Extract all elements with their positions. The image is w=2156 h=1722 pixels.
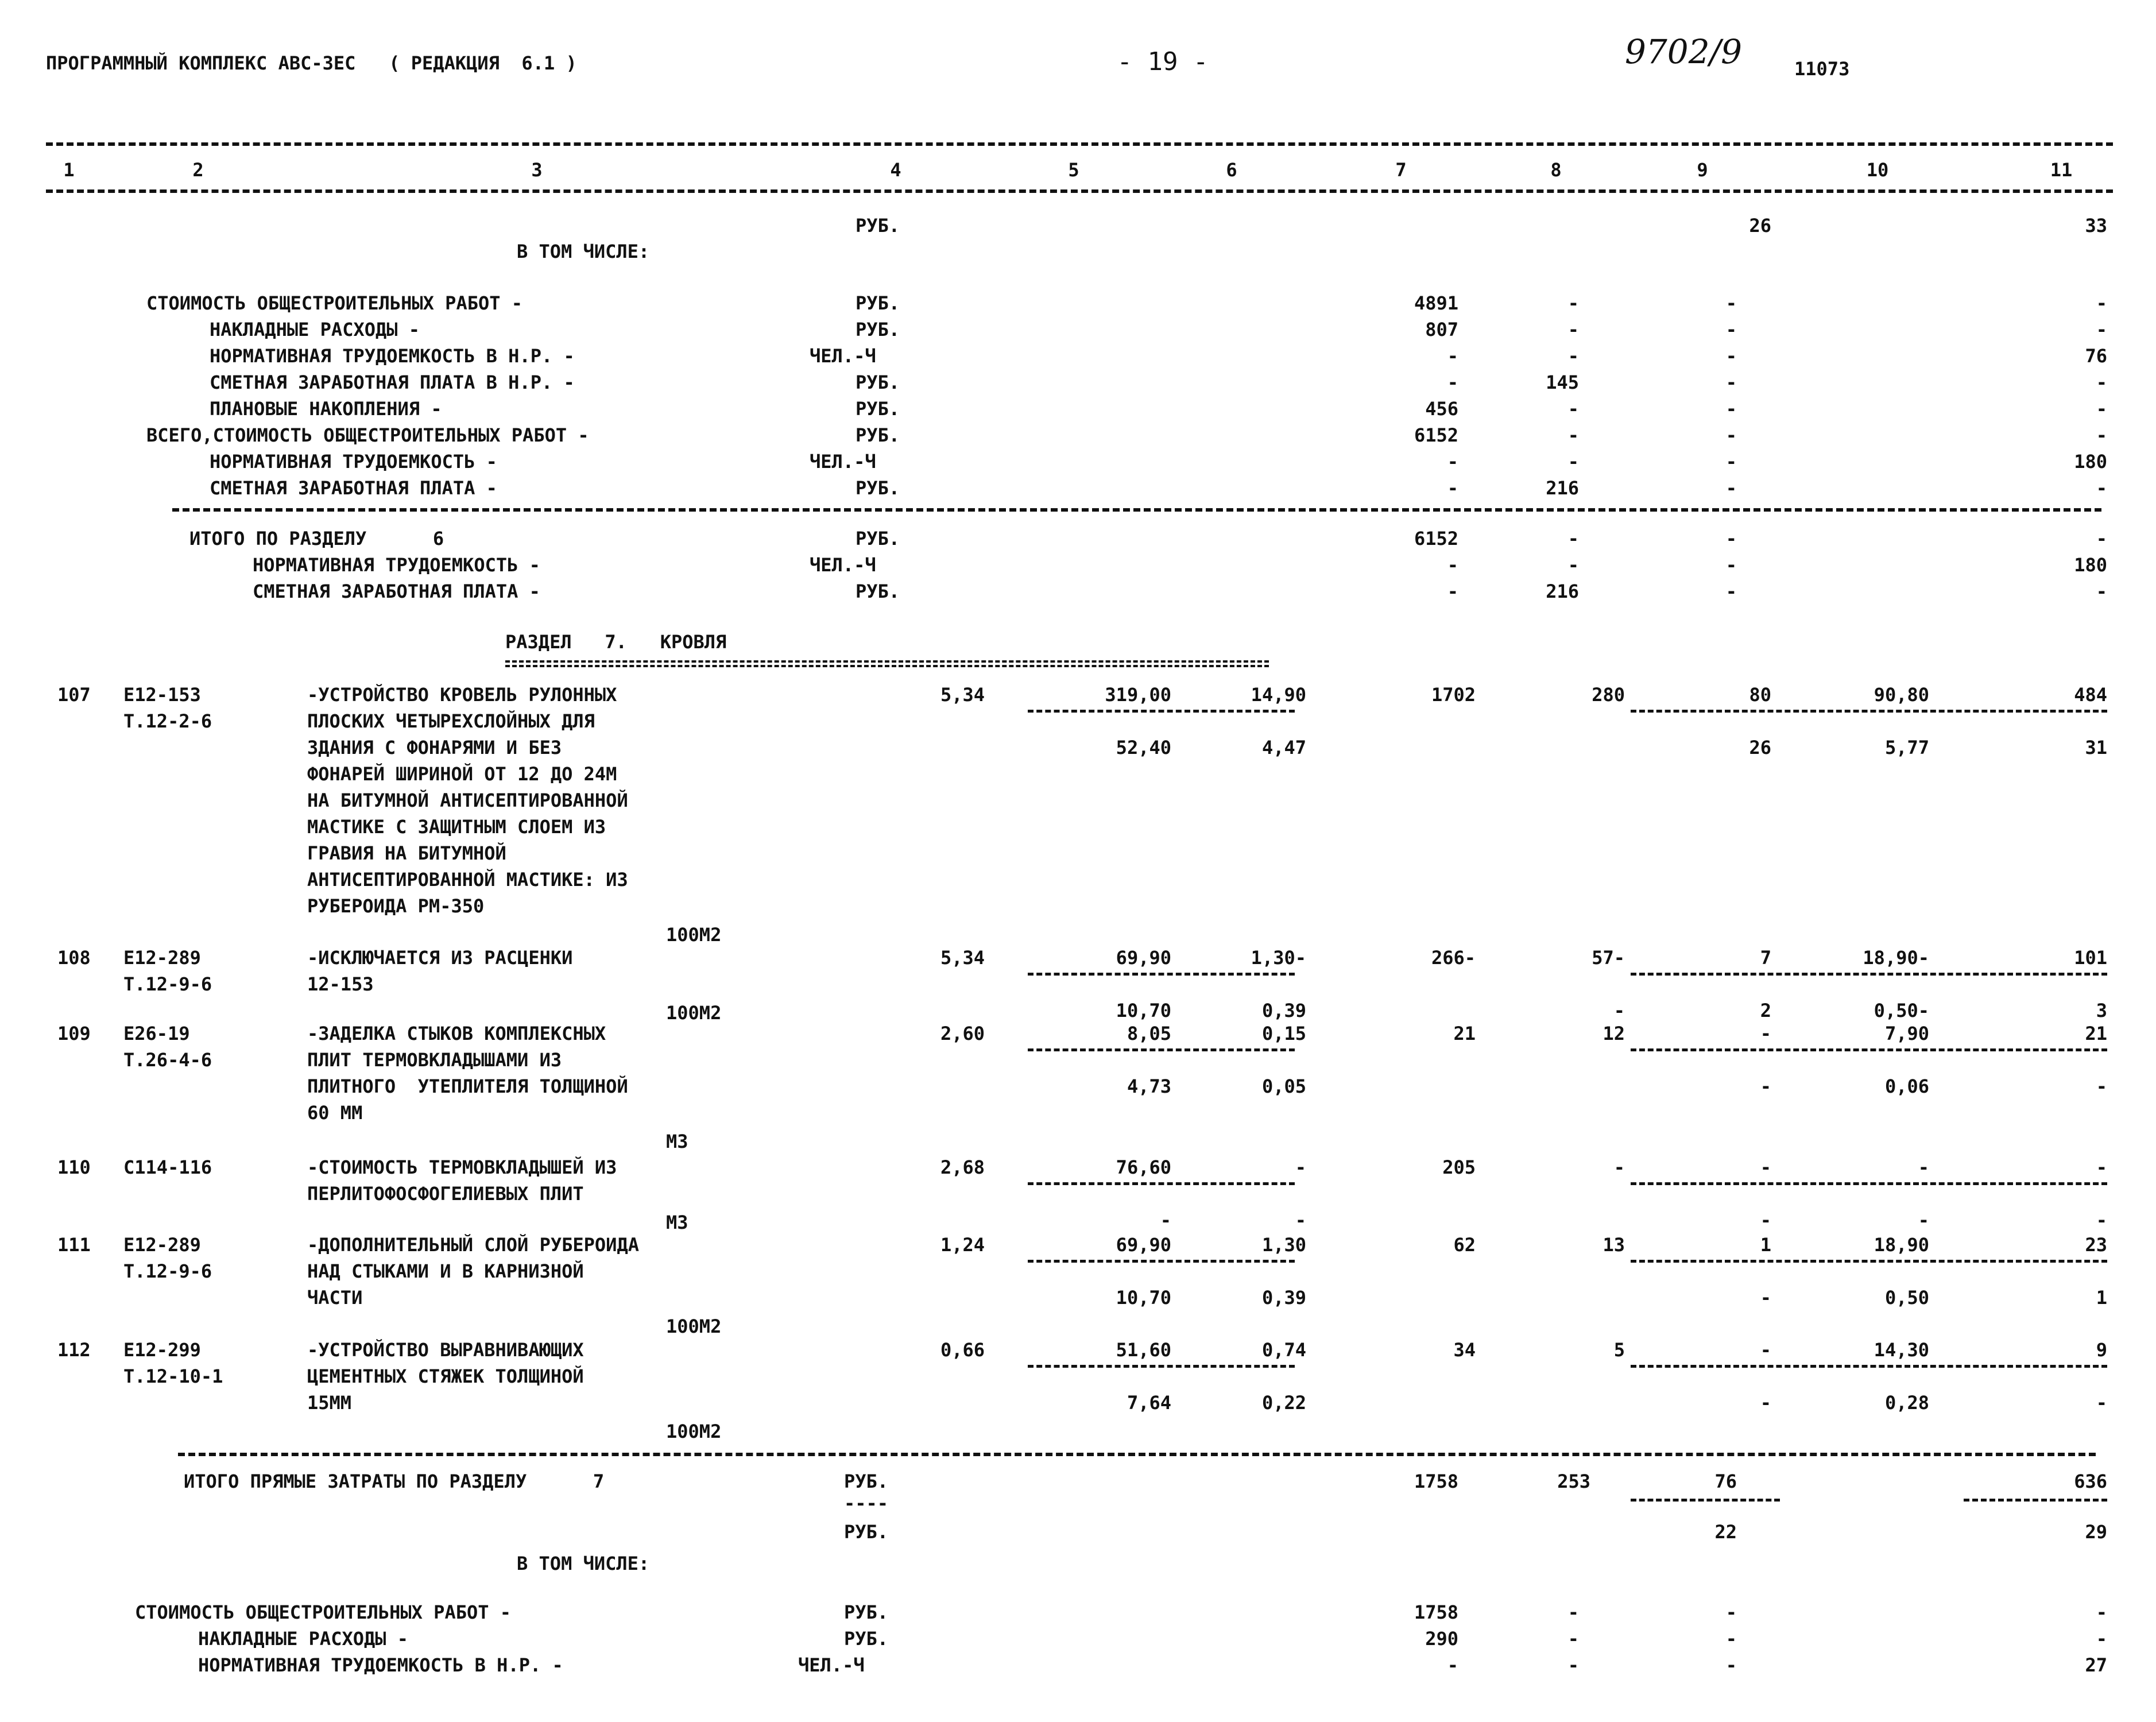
value: 27: [2085, 1654, 2107, 1676]
split-rule: [1631, 1182, 2107, 1185]
item-description: МАСТИКЕ С ЗАЩИТНЫМ СЛОЕМ ИЗ: [307, 816, 606, 838]
item-description: 15ММ: [307, 1392, 352, 1414]
value: 76,60: [1116, 1156, 1171, 1178]
rate-code: Е12-299: [123, 1339, 201, 1361]
item-number: 107: [57, 684, 91, 706]
column-number: 3: [531, 159, 543, 181]
value-lower: 1: [2096, 1287, 2107, 1309]
value: 180: [2074, 451, 2107, 473]
value: 1758: [1414, 1601, 1458, 1623]
value-lower: -: [1295, 1209, 1306, 1231]
rate-code: Е12-153: [123, 684, 201, 706]
value: -: [1725, 372, 1737, 393]
value: -: [1725, 292, 1737, 314]
item-description: АНТИСЕПТИРОВАННОЙ МАСТИКЕ: ИЗ: [307, 869, 628, 891]
value-lower: 4,73: [1127, 1075, 1171, 1097]
value: -: [1725, 554, 1737, 576]
column-number: 10: [1866, 159, 1889, 181]
value: -: [2096, 528, 2107, 550]
value: 76: [2085, 345, 2107, 367]
value: -: [1760, 1023, 1771, 1044]
value: -: [1567, 1628, 1579, 1650]
value-lower: 31: [2085, 737, 2107, 759]
item-description: ПЛИТНОГО УТЕПЛИТЕЛЯ ТОЛЩИНОЙ: [307, 1075, 628, 1097]
item-number: 109: [57, 1023, 91, 1044]
item-number: 110: [57, 1156, 91, 1178]
value-lower: -: [1613, 1000, 1625, 1021]
value: 2,60: [940, 1023, 985, 1044]
value-lower: -: [1760, 1209, 1771, 1231]
value: -: [1725, 581, 1737, 602]
item-description: -ДОПОЛНИТЕЛЬНЫЙ СЛОЙ РУБЕРОИДА: [307, 1234, 639, 1256]
summary-label: ПЛАНОВЫЕ НАКОПЛЕНИЯ -: [210, 398, 442, 420]
value-lower: 52,40: [1116, 737, 1171, 759]
summary-label: НОРМАТИВНАЯ ТРУДОЕМКОСТЬ -: [253, 554, 540, 576]
value: -: [1567, 451, 1579, 473]
value: 69,90: [1116, 1234, 1171, 1256]
value-lower: 5,77: [1884, 737, 1929, 759]
value: 13: [1603, 1234, 1625, 1256]
value: -: [1295, 1156, 1306, 1178]
value: 9: [2096, 1339, 2107, 1361]
value: 1758: [1414, 1471, 1458, 1492]
value: 22: [1714, 1521, 1737, 1543]
column-number: 5: [1068, 159, 1079, 181]
subheading: В ТОМ ЧИСЛЕ:: [517, 241, 650, 262]
split-rule: [1631, 973, 2107, 976]
item-description: -УСТРОЙСТВО ВЫРАВНИВАЮЩИХ: [307, 1339, 584, 1361]
value: -: [1567, 1654, 1579, 1676]
split-rule: [1631, 1260, 2107, 1263]
value: 7: [1760, 947, 1771, 969]
item-description: -УСТРОЙСТВО КРОВЕЛЬ РУЛОННЫХ: [307, 684, 617, 706]
value-lower: 0,39: [1261, 1000, 1306, 1021]
item-description: ПЛОСКИХ ЧЕТЫРЕХСЛОЙНЫХ ДЛЯ: [307, 710, 595, 732]
subheading: В ТОМ ЧИСЛЕ:: [517, 1553, 650, 1574]
split-rule: [1028, 1365, 1295, 1368]
summary-label: ВСЕГО,СТОИМОСТЬ ОБЩЕСТРОИТЕЛЬНЫХ РАБОТ -: [146, 424, 589, 446]
column-number: 2: [192, 159, 204, 181]
value: -: [1567, 292, 1579, 314]
page-number: - 19 -: [1117, 47, 1209, 76]
value-lower: -: [1160, 1209, 1171, 1231]
value-lower: 0,50: [1884, 1287, 1929, 1309]
value: -: [1447, 1654, 1458, 1676]
value: -: [1613, 1156, 1625, 1178]
split-rule: [1631, 1499, 1780, 1502]
value-lower: 2: [1760, 1000, 1771, 1021]
summary-label: СМЕТНАЯ ЗАРАБОТНАЯ ПЛАТА -: [210, 477, 497, 499]
value: 76: [1714, 1471, 1737, 1492]
unit-label: ЧЕЛ.-Ч: [810, 451, 876, 473]
value: -: [2096, 424, 2107, 446]
value: 2,68: [940, 1156, 985, 1178]
item-description: -ИСКЛЮЧАЕТСЯ ИЗ РАСЦЕНКИ: [307, 947, 573, 969]
program-title: ПРОГРАММНЫЙ КОМПЛЕКС АВС-ЗЕС ( РЕДАКЦИЯ 6.1 ): [46, 52, 577, 74]
value: 18,90: [1874, 1234, 1929, 1256]
item-description: 12-153: [307, 973, 374, 995]
item-number: 112: [57, 1339, 91, 1361]
value: 5: [1613, 1339, 1625, 1361]
value-lower: 0,50-: [1874, 1000, 1929, 1021]
summary-label: НАКЛАДНЫЕ РАСХОДЫ -: [198, 1628, 409, 1650]
section-title: РАЗДЕЛ 7. КРОВЛЯ: [505, 631, 727, 653]
value: -: [1567, 554, 1579, 576]
unit-label: РУБ.: [856, 398, 900, 420]
value: 5,34: [940, 684, 985, 706]
value: -: [2096, 292, 2107, 314]
value: -: [1447, 477, 1458, 499]
item-description: ЗДАНИЯ С ФОНАРЯМИ И БЕЗ: [307, 737, 562, 759]
unit-label: РУБ.: [856, 292, 900, 314]
column-number: 8: [1550, 159, 1562, 181]
value-lower: 7,64: [1127, 1392, 1171, 1414]
column-number: 6: [1226, 159, 1237, 181]
value: -: [1760, 1339, 1771, 1361]
item-description: НАД СТЫКАМИ И В КАРНИЗНОЙ: [307, 1260, 584, 1282]
unit-label: РУБ.: [856, 215, 900, 237]
value: 33: [2085, 215, 2107, 237]
summary-label: СТОИМОСТЬ ОБЩЕСТРОИТЕЛЬНЫХ РАБОТ -: [135, 1601, 512, 1623]
table-reference: Т.12-10-1: [123, 1365, 223, 1387]
value: 266-: [1431, 947, 1476, 969]
value-lower: -: [1918, 1209, 1929, 1231]
value-lower: 0,39: [1261, 1287, 1306, 1309]
column-number: 7: [1395, 159, 1407, 181]
value: 0,15: [1261, 1023, 1306, 1044]
value: -: [1725, 424, 1737, 446]
value: 26: [1749, 215, 1771, 237]
measure-unit: 100М2: [666, 1315, 722, 1337]
value: -: [1725, 477, 1737, 499]
value: 101: [2074, 947, 2107, 969]
value: 14,90: [1251, 684, 1306, 706]
value: 807: [1425, 319, 1458, 340]
value-lower: -: [2096, 1075, 2107, 1097]
table-reference: Т.26-4-6: [123, 1049, 212, 1071]
value: 8,05: [1127, 1023, 1171, 1044]
value-lower: 4,47: [1261, 737, 1306, 759]
value-lower: -: [1760, 1392, 1771, 1414]
value: 23: [2085, 1234, 2107, 1256]
split-rule: [1964, 1499, 2107, 1502]
split-rule: [1631, 710, 2107, 713]
section-title-underline: [505, 660, 1269, 667]
split-rule: [1631, 1365, 2107, 1368]
unit-dashes: ----: [844, 1492, 889, 1514]
item-description: -ЗАДЕЛКА СТЫКОВ КОМПЛЕКСНЫХ: [307, 1023, 606, 1044]
item-description: ФОНАРЕЙ ШИРИНОЙ ОТ 12 ДО 24М: [307, 763, 617, 785]
document-code: 11073: [1794, 58, 1850, 80]
value-lower: 0,06: [1884, 1075, 1929, 1097]
value-lower: -: [1760, 1287, 1771, 1309]
unit-label: РУБ.: [856, 319, 900, 340]
measure-unit: М3: [666, 1212, 688, 1233]
unit-label: РУБ.: [856, 581, 900, 602]
summary-label: СМЕТНАЯ ЗАРАБОТНАЯ ПЛАТА В Н.Р. -: [210, 372, 575, 393]
item-description: ПЛИТ ТЕРМОВКЛАДЫШАМИ ИЗ: [307, 1049, 562, 1071]
item-description: ЦЕМЕНТНЫХ СТЯЖЕК ТОЛЩИНОЙ: [307, 1365, 584, 1387]
value: -: [1725, 398, 1737, 420]
value: -: [2096, 581, 2107, 602]
value: 57-: [1592, 947, 1625, 969]
value: 34: [1453, 1339, 1476, 1361]
summary-label: НАКЛАДНЫЕ РАСХОДЫ -: [210, 319, 420, 340]
value-lower: -: [2096, 1209, 2107, 1231]
value: 0,66: [940, 1339, 985, 1361]
value: 0,74: [1261, 1339, 1306, 1361]
value: -: [1567, 528, 1579, 550]
value: 62: [1453, 1234, 1476, 1256]
section-total-rule: [172, 508, 2101, 512]
value-lower: -: [1760, 1075, 1771, 1097]
value: 1,24: [940, 1234, 985, 1256]
value: -: [1567, 1601, 1579, 1623]
header-rule-top: [46, 142, 2113, 146]
value: 636: [2074, 1471, 2107, 1492]
value: 1,30-: [1251, 947, 1306, 969]
measure-unit: 100М2: [666, 924, 722, 946]
item-description: 60 ММ: [307, 1102, 363, 1124]
value: -: [1567, 319, 1579, 340]
measure-unit: М3: [666, 1131, 688, 1152]
item-description: ЧАСТИ: [307, 1287, 363, 1309]
value: -: [1725, 319, 1737, 340]
split-rule: [1028, 1048, 1295, 1051]
value: -: [1447, 345, 1458, 367]
value: -: [2096, 1601, 2107, 1623]
value: 69,90: [1116, 947, 1171, 969]
value-lower: 3: [2096, 1000, 2107, 1021]
unit-label: РУБ.: [844, 1601, 889, 1623]
value-lower: -: [2096, 1392, 2107, 1414]
value: 1702: [1431, 684, 1476, 706]
summary-label: СМЕТНАЯ ЗАРАБОТНАЯ ПЛАТА -: [253, 581, 540, 602]
unit-label: РУБ.: [856, 424, 900, 446]
table-reference: Т.12-2-6: [123, 710, 212, 732]
handwritten-reference: 9702/9: [1625, 32, 1743, 71]
value: 5,34: [940, 947, 985, 969]
value: 12: [1603, 1023, 1625, 1044]
unit-label: ЧЕЛ.-Ч: [810, 345, 876, 367]
value: 180: [2074, 554, 2107, 576]
value: -: [1725, 1654, 1737, 1676]
item-description: ПЕРЛИТОФОСФОГЕЛИЕВЫХ ПЛИТ: [307, 1183, 584, 1205]
value: -: [2096, 319, 2107, 340]
value: 6152: [1414, 528, 1458, 550]
value: 51,60: [1116, 1339, 1171, 1361]
value: 253: [1557, 1471, 1590, 1492]
column-number: 4: [890, 159, 901, 181]
value: 484: [2074, 684, 2107, 706]
unit-label: РУБ.: [844, 1521, 889, 1543]
section-total-rule: [178, 1453, 2096, 1456]
item-description: РУБЕРОИДА РМ-350: [307, 895, 485, 917]
unit-label: ЧЕЛ.-Ч: [798, 1654, 865, 1676]
item-number: 108: [57, 947, 91, 969]
value: 21: [2085, 1023, 2107, 1044]
value-lower: 10,70: [1116, 1000, 1171, 1021]
unit-label: РУБ.: [844, 1471, 889, 1492]
split-rule: [1028, 710, 1295, 713]
value: 1: [1760, 1234, 1771, 1256]
value: -: [1447, 554, 1458, 576]
value: 290: [1425, 1628, 1458, 1650]
rate-code: Е12-289: [123, 1234, 201, 1256]
rate-code: С114-116: [123, 1156, 212, 1178]
value: 205: [1442, 1156, 1476, 1178]
unit-label: ЧЕЛ.-Ч: [810, 554, 876, 576]
split-rule: [1028, 1182, 1295, 1185]
unit-label: РУБ.: [856, 528, 900, 550]
value: 18,90-: [1863, 947, 1929, 969]
value: -: [2096, 372, 2107, 393]
value: -: [1760, 1156, 1771, 1178]
value: 14,30: [1874, 1339, 1929, 1361]
rate-code: Е26-19: [123, 1023, 190, 1044]
value: 4891: [1414, 292, 1458, 314]
value: 6152: [1414, 424, 1458, 446]
value: 7,90: [1884, 1023, 1929, 1044]
value: -: [2096, 477, 2107, 499]
split-rule: [1028, 1260, 1295, 1263]
column-number: 1: [63, 159, 75, 181]
summary-label: НОРМАТИВНАЯ ТРУДОЕМКОСТЬ В Н.Р. -: [210, 345, 575, 367]
measure-unit: 100М2: [666, 1421, 722, 1442]
unit-label: РУБ.: [844, 1628, 889, 1650]
value: -: [1725, 1601, 1737, 1623]
value: -: [1918, 1156, 1929, 1178]
value: -: [2096, 1628, 2107, 1650]
table-reference: Т.12-9-6: [123, 973, 212, 995]
value: -: [1725, 451, 1737, 473]
unit-label: РУБ.: [856, 372, 900, 393]
column-number: 9: [1697, 159, 1708, 181]
value: 1,30: [1261, 1234, 1306, 1256]
table-reference: Т.12-9-6: [123, 1260, 212, 1282]
value: 145: [1546, 372, 1579, 393]
item-description: ГРАВИЯ НА БИТУМНОЙ: [307, 842, 506, 864]
split-rule: [1028, 973, 1295, 976]
value-lower: 0,28: [1884, 1392, 1929, 1414]
item-description: -СТОИМОСТЬ ТЕРМОВКЛАДЫШЕЙ ИЗ: [307, 1156, 617, 1178]
rate-code: Е12-289: [123, 947, 201, 969]
value-lower: 0,05: [1261, 1075, 1306, 1097]
value: 21: [1453, 1023, 1476, 1044]
value: -: [1447, 372, 1458, 393]
value: 456: [1425, 398, 1458, 420]
total-label: ИТОГО ПРЯМЫЕ ЗАТРАТЫ ПО РАЗДЕЛУ 7: [184, 1471, 605, 1492]
value: -: [1567, 398, 1579, 420]
value: 216: [1546, 581, 1579, 602]
value: 90,80: [1874, 684, 1929, 706]
value: -: [1725, 1628, 1737, 1650]
item-number: 111: [57, 1234, 91, 1256]
value: -: [2096, 1156, 2107, 1178]
measure-unit: 100М2: [666, 1002, 722, 1024]
value: 319,00: [1105, 684, 1171, 706]
summary-label: НОРМАТИВНАЯ ТРУДОЕМКОСТЬ В Н.Р. -: [198, 1654, 563, 1676]
value-lower: 10,70: [1116, 1287, 1171, 1309]
value: 80: [1749, 684, 1771, 706]
value: -: [1447, 581, 1458, 602]
split-rule: [1631, 1048, 2107, 1051]
value: 29: [2085, 1521, 2107, 1543]
value-lower: 26: [1749, 737, 1771, 759]
summary-label: НОРМАТИВНАЯ ТРУДОЕМКОСТЬ -: [210, 451, 497, 473]
value: -: [1725, 345, 1737, 367]
value: -: [1567, 424, 1579, 446]
value: 216: [1546, 477, 1579, 499]
value: -: [1725, 528, 1737, 550]
value: -: [2096, 398, 2107, 420]
value-lower: 0,22: [1261, 1392, 1306, 1414]
value: 280: [1592, 684, 1625, 706]
header-rule-bottom: [46, 189, 2113, 193]
value: -: [1447, 451, 1458, 473]
summary-label: ИТОГО ПО РАЗДЕЛУ 6: [189, 528, 444, 550]
column-number: 11: [2050, 159, 2073, 181]
item-description: НА БИТУМНОЙ АНТИСЕПТИРОВАННОЙ: [307, 790, 628, 811]
summary-label: СТОИМОСТЬ ОБЩЕСТРОИТЕЛЬНЫХ РАБОТ -: [146, 292, 523, 314]
unit-label: РУБ.: [856, 477, 900, 499]
value: -: [1567, 345, 1579, 367]
